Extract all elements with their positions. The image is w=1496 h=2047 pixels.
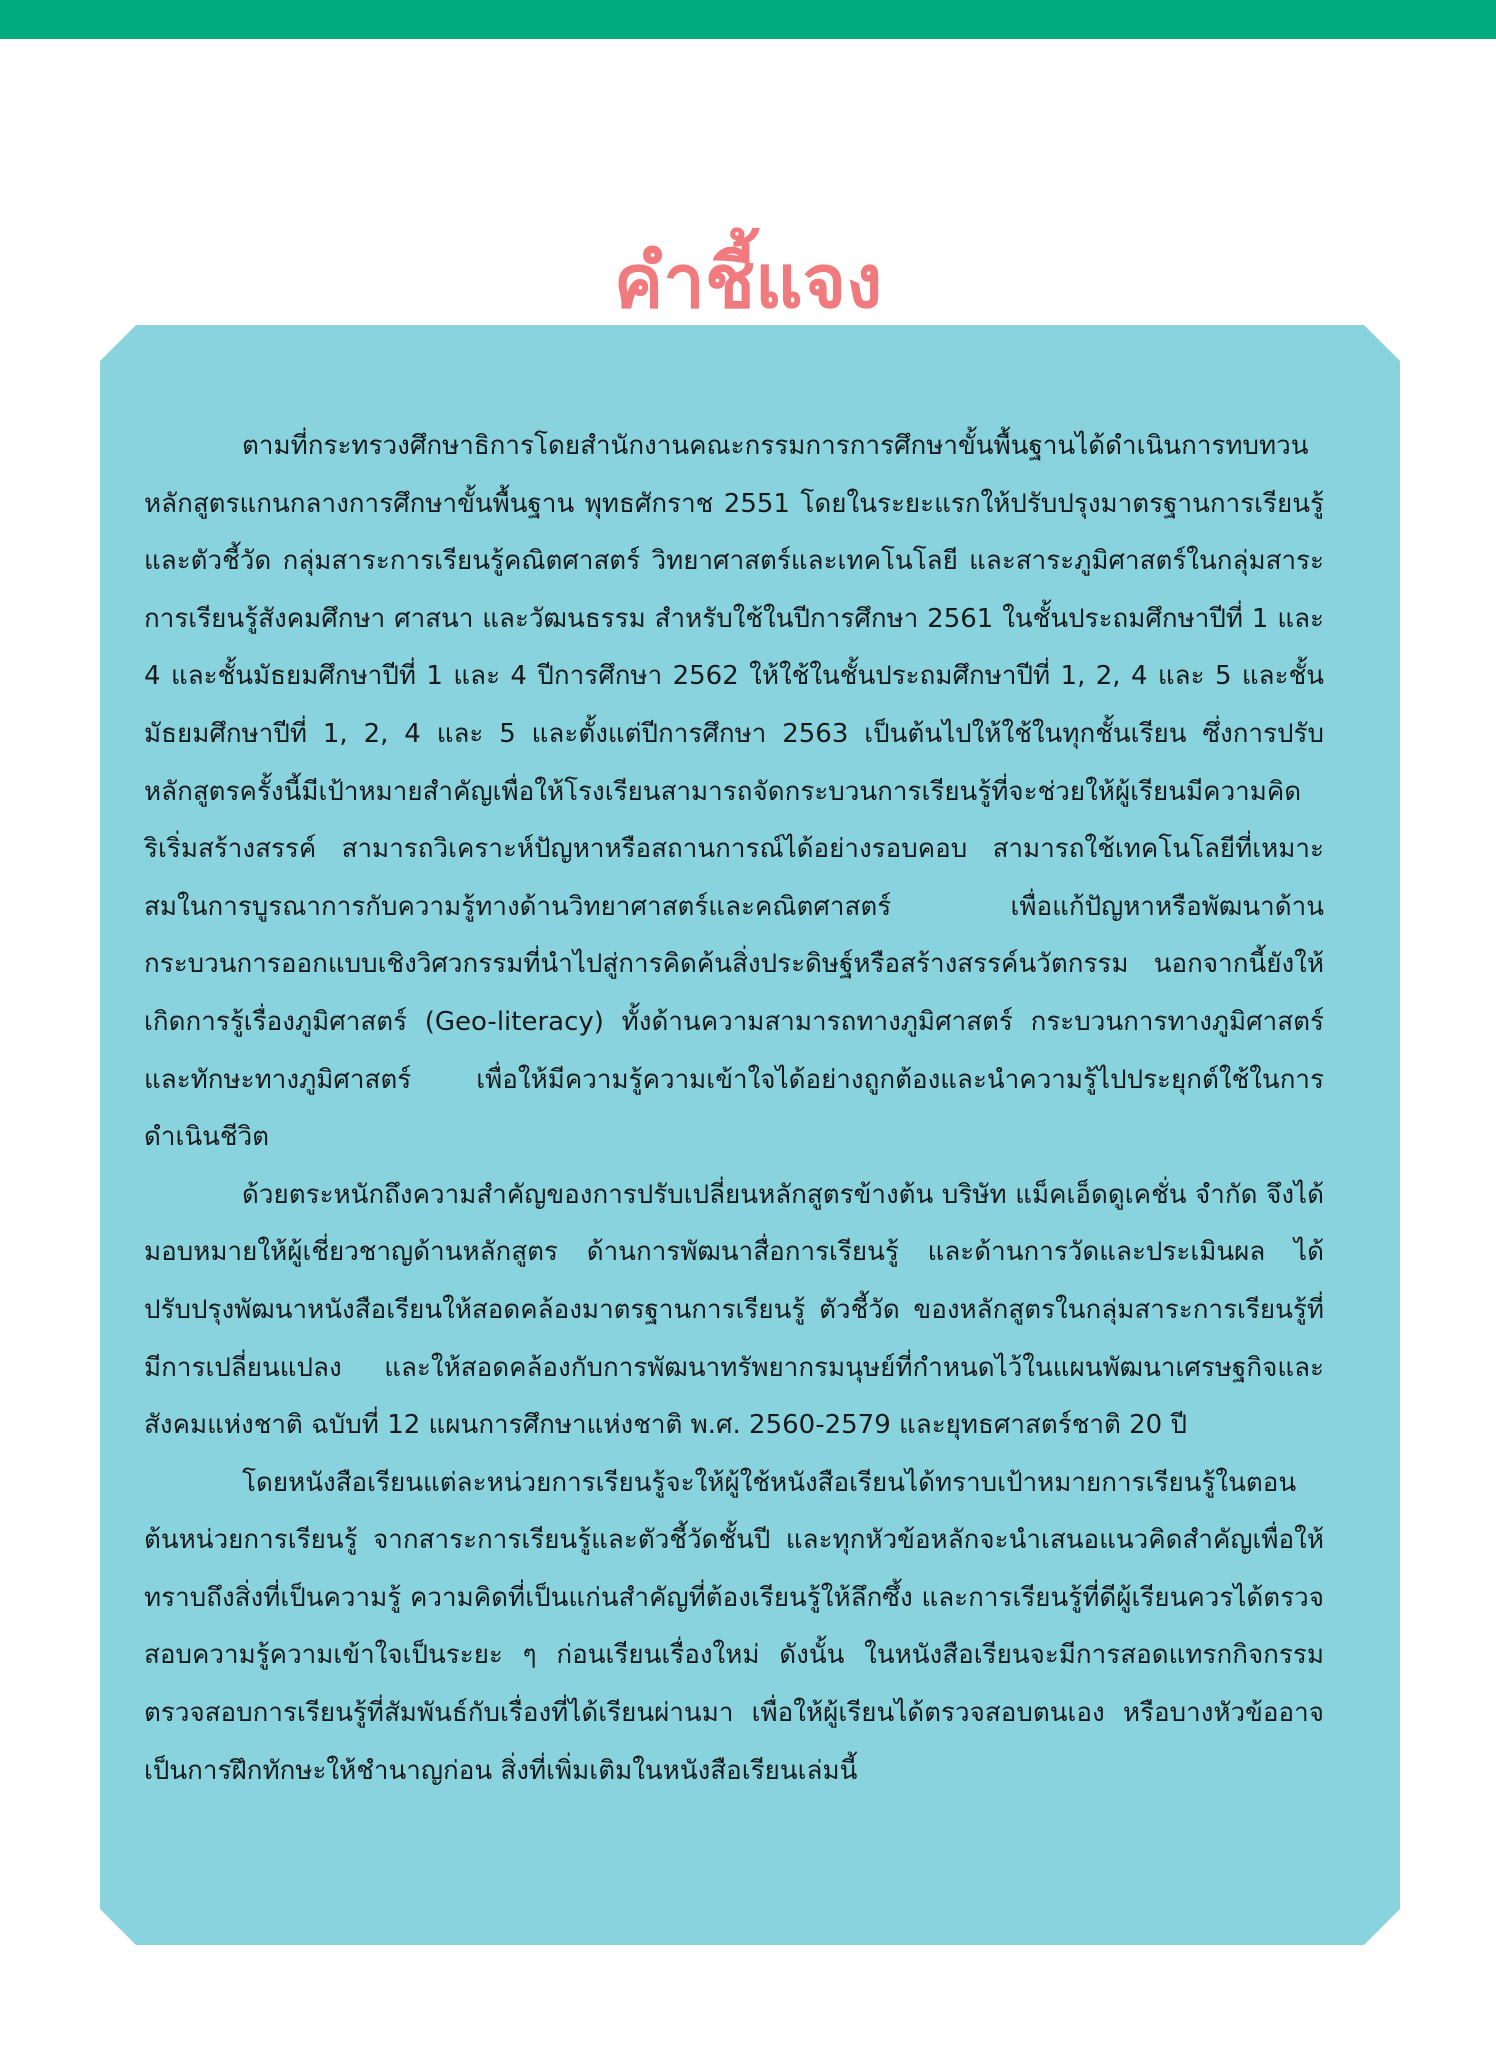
paragraph-1: ตามที่กระทรวงศึกษาธิการโดยสำนักงานคณะกรรมการการศึกษาขั้นพื้นฐานได้ดำเนินการทบทวนหลักสูตรแกนกลางการศึกษาขั้นพื้นฐาน พุทธศักราช 2551 โดยในระยะแรกให้ปรับปรุงมาตรฐานการเรียนรู้และตัวชี้วัด กลุ่มสาระการเรียนรู้คณิตศาสตร์ วิทยาศาสตร์และเทคโนโลยี และสาระภูมิศาสตร์ในกลุ่มสาระการเรียนรู้สังคมศึกษา ศาสนา และวัฒนธรรม สำหรับใช้ในปีการศึกษา 2561 ในชั้นประถมศึกษาปีที่ 1 และ 4 และชั้นมัธยมศึกษาปีที่ 1 และ 4 ปีการศึกษา 2562 ให้ใช้ในชั้นประถมศึกษาปีที่ 1, 2, 4 และ 5 และชั้นมัธยมศึกษาปีที่ 1, 2, 4 และ 5 และตั้งแต่ปีการศึกษา 2563 เป็นต้นไปให้ใช้ในทุกชั้นเรียน ซึ่งการปรับหลักสูตรครั้งนี้มีเป้าหมายสำคัญเพื่อให้โรงเรียนสามารถจัดกระบวนการเรียนรู้ที่จะช่วยให้ผู้เรียนมีความคิดริเริ่มสร้างสรรค์ สามารถวิเคราะห์ปัญหาหรือสถานการณ์ได้อย่างรอบคอบ สามารถใช้เทคโนโลยีที่เหมาะสมในการบูรณาการกับความรู้ทางด้านวิทยาศาสตร์และคณิตศาสตร์ เพื่อแก้ปัญหาหรือพัฒนาด้านกระบวนการออกแบบเชิงวิศวกรรมที่นำไปสู่การคิดค้นสิ่งประดิษฐ์หรือสร้างสรรค์นวัตกรรม นอกจากนี้ยังให้เกิดการรู้เรื่องภูมิศาสตร์ (Geo-literacy) ทั้งด้านความสามารถทางภูมิศาสตร์ กระบวนการทางภูมิศาสตร์ และทักษะทางภูมิศาสตร์ เพื่อให้มีความรู้ความเข้าใจได้อย่างถูกต้องและนำความรู้ไปประยุกต์ใช้ในการดำเนินชีวิต <box>144 431 1324 1153</box>
paragraph-3: โดยหนังสือเรียนแต่ละหน่วยการเรียนรู้จะให้ผู้ใช้หนังสือเรียนได้ทราบเป้าหมายการเรียนรู้ในตอนต้นหน่วยการเรียนรู้ จากสาระการเรียนรู้และตัวชี้วัดชั้นปี และทุกหัวข้อหลักจะนำเสนอแนวคิดสำคัญเพื่อให้ทราบถึงสิ่งที่เป็นความรู้ ความคิดที่เป็นแก่นสำคัญที่ต้องเรียนรู้ให้ลึกซึ้ง และการเรียนรู้ที่ดีผู้เรียนควรได้ตรวจสอบความรู้ความเข้าใจเป็นระยะ ๆ ก่อนเรียนเรื่องใหม่ ดังนั้น ในหนังสือเรียนจะมีการสอดแทรกกิจกรรมตรวจสอบการเรียนรู้ที่สัมพันธ์กับเรื่องที่ได้เรียนผ่านมา เพื่อให้ผู้เรียนได้ตรวจสอบตนเอง หรือบางหัวข้ออาจเป็นการฝึกทักษะให้ชำนาญก่อน สิ่งที่เพิ่มเติมในหนังสือเรียนเล่มนี้ <box>144 1467 1324 1786</box>
page-title: คำชี้แจง <box>613 239 883 325</box>
paragraph-2: ด้วยตระหนักถึงความสำคัญของการปรับเปลี่ยนหลักสูตรข้างต้น บริษัท แม็คเอ็ดดูเคชั่น จำกัด จึงได้มอบหมายให้ผู้เชี่ยวชาญด้านหลักสูตร ด้านการพัฒนาสื่อการเรียนรู้ และด้านการวัดและประเมินผล ได้ปรับปรุงพัฒนาหนังสือเรียนให้สอดคล้องมาตรฐานการเรียนรู้ ตัวชี้วัด ของหลักสูตรในกลุ่มสาระการเรียนรู้ที่มีการเปลี่ยนแปลง และให้สอดคล้องกับการพัฒนาทรัพยากรมนุษย์ที่กำหนดไว้ในแผนพัฒนาเศรษฐกิจและสังคมแห่งชาติ ฉบับที่ 12 แผนการศึกษาแห่งชาติ พ.ศ. 2560-2579 และยุทธศาสตร์ชาติ 20 ปี <box>144 1179 1324 1441</box>
top-color-bar <box>0 0 1496 39</box>
body-text <box>144 418 1324 1800</box>
